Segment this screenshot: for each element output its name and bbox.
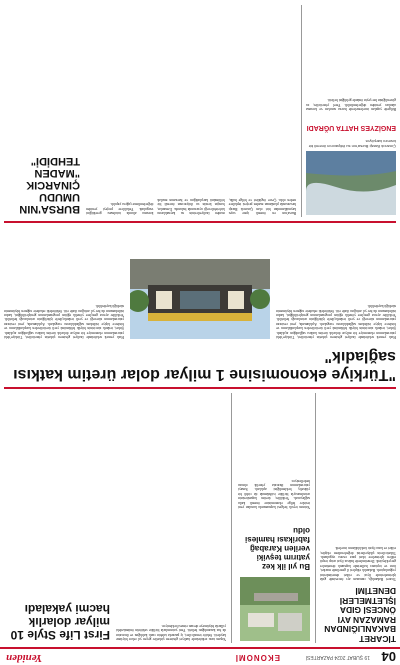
restaurant-photo	[130, 259, 270, 339]
left-story-body: Ticaret Bakanlığı, ramazan ayı öncesinde gıda işletmelerinde fiyat ve etiket denetimlerini yoğunlaştırdı. Bakanlık ekipleri il genelinde market, fırın ve toptancı hallerinde kapsamlı denetimler gerçekleştirdi. Denetimlerde haksız fiyat artışı tespit edilen işletmelere idari para cezası uygulandı. Tüketicilerin şikâyetlerini değerlendiren ekipler, etiket ve kasa fiyatı farklılıklarını inceledi.	[320, 546, 396, 581]
dam-photo	[306, 151, 396, 215]
page-number: 04	[381, 649, 396, 664]
mid-story-body: Yatırım teşvik belgesi kapsamında kurulan yeni tesisler bölge ekonomisine önemli katkı sağlayacak. Yetkililer, üretim kapasitesinin artırılmasıyla birlikte istihdamda da ciddi bir yükseliş beklendiğini açıkladı. Sanayi yatırımlarının ihracata yönelik olması hedefleniyor.	[238, 478, 310, 509]
mid-story-headline: Bu yıl ilk kez yatırım teşviki verilen Karabağ fabrikası hamlesi oldu	[245, 526, 310, 571]
main-story-body-right: Hızlı yemek sektöründe faaliyet gösteren şirketin yöneticileri, Türkiye'deki yatırımlarının ekonomiye bir milyar dolarlık üretim katkısı sağladığını açıkladı. Şirket, tedarik zincirinin büyük bölümünü yerli üreticilerden karşıladıklarını ve binlerce kişiye istihdam sağladıklarını vurguladı. Açıklamada, yeni restoran yatırımlarının süreceği ve yerli tedarikçilerle işbirliğinin artırılacağı belirtildi. Yetkililer ayrıca gençlere yönelik eğitim programlarının genişletildiğini, kadın istihdamının da her yıl arttığını ifade etti. Sektördeki rekabete rağmen büyümenin sürdüğü kaydedildi.	[4, 304, 124, 339]
bottom-sidebar-headline: ENGİZYES HATTA UĞRADI	[306, 124, 396, 131]
column-divider	[231, 393, 232, 643]
page-header	[0, 647, 400, 665]
left-story-headline: TİCARET BAKANLIĞINDAN RAMAZAN AYI ÖNCESİ GIDA İŞLETMELERİ DENETİMİ	[324, 586, 396, 644]
photo-caption: Çınarcık Barajı Bursa'nın su ihtiyacının önemli bir kısmını karşılıyor.	[308, 139, 396, 149]
right-story-headline: First Life Style 10 milyar dolarlık hacmi yakaladı	[10, 602, 110, 642]
main-story-headline: "Türkiye ekonomisine 1 milyar dolar üretim katkısı sağladık"	[13, 348, 396, 383]
section-label: EKONOMİ	[234, 653, 280, 662]
section-rule	[4, 222, 396, 224]
main-story-body: Hızlı yemek sektöründe faaliyet gösteren şirketin yöneticileri, Türkiye'deki yatırımlarının ekonomiye bir milyar dolarlık üretim katkısı sağladığını açıkladı. Şirket, tedarik zincirinin büyük bölümünü yerli üreticilerden karşıladıklarını ve binlerce kişiye istihdam sağladıklarını vurguladı. Açıklamada, yeni restoran yatırımlarının süreceği ve yerli tedarikçilerle işbirliğinin artırılacağı belirtildi. Yetkililer ayrıca gençlere yönelik eğitim programlarının genişletildiğini, kadın istihdamının da her yıl arttığını ifade etti. Sektördeki rekabete rağmen büyümenin sürdüğü kaydedildi.	[276, 304, 396, 339]
right-story-body: Yaşam tarzı sektöründe faaliyet gösteren şirketler geçen yıl rekor büyüme kaydetti. Sektör temsilcileri, iç pazarda talebin canlı kaldığını ve ihracatın da hız kazandığını belirtti. Yeni yatırımlarla birlikte sektörün önümüzdeki yıllarda büyümeye devam etmesi bekleniyor.	[116, 623, 226, 641]
left-photo	[240, 577, 310, 641]
section-rule	[4, 388, 396, 390]
bottom-sidebar-body: Bölgede yapılan incelemelerde havza sınırları ve koruma alanları yeniden değerlendirildi. Yerel yöneticiler, su güvenliğinin her şeyin önünde geldiğini belirtti.	[306, 98, 396, 111]
bottom-story-headline: BURSA'NIN UMUDU ÇINARCIK "MADEN TEHDİDİ"	[19, 155, 80, 215]
right-story-body-cont	[6, 393, 110, 573]
newspaper-logo: Yeniden	[6, 652, 43, 664]
column-divider	[315, 393, 316, 643]
column-divider	[301, 5, 302, 217]
issue-date: 19 ŞUBAT 2024 PAZARTESİ	[305, 654, 370, 660]
bottom-story-body: Bursa'nın en önemli içme suyu kaynaklarından biri olan Çınarcık Barajı havzasında planlanan maden projesi tepkilere neden oldu. Çevre örgütleri ve bölge halkı, maden faaliyetlerinin su kaynaklarını kirletebileceği uyarısında bulundu. Uzmanlar, barajın kentin su ihtiyacının önemli bir bölümünü karşıladığını ve havzanın mutlak koruma altında tutulması gerektiğini vurguladı. Yetkililere projeyi yeniden değerlendirme çağrısı yapıldı.	[86, 197, 296, 215]
